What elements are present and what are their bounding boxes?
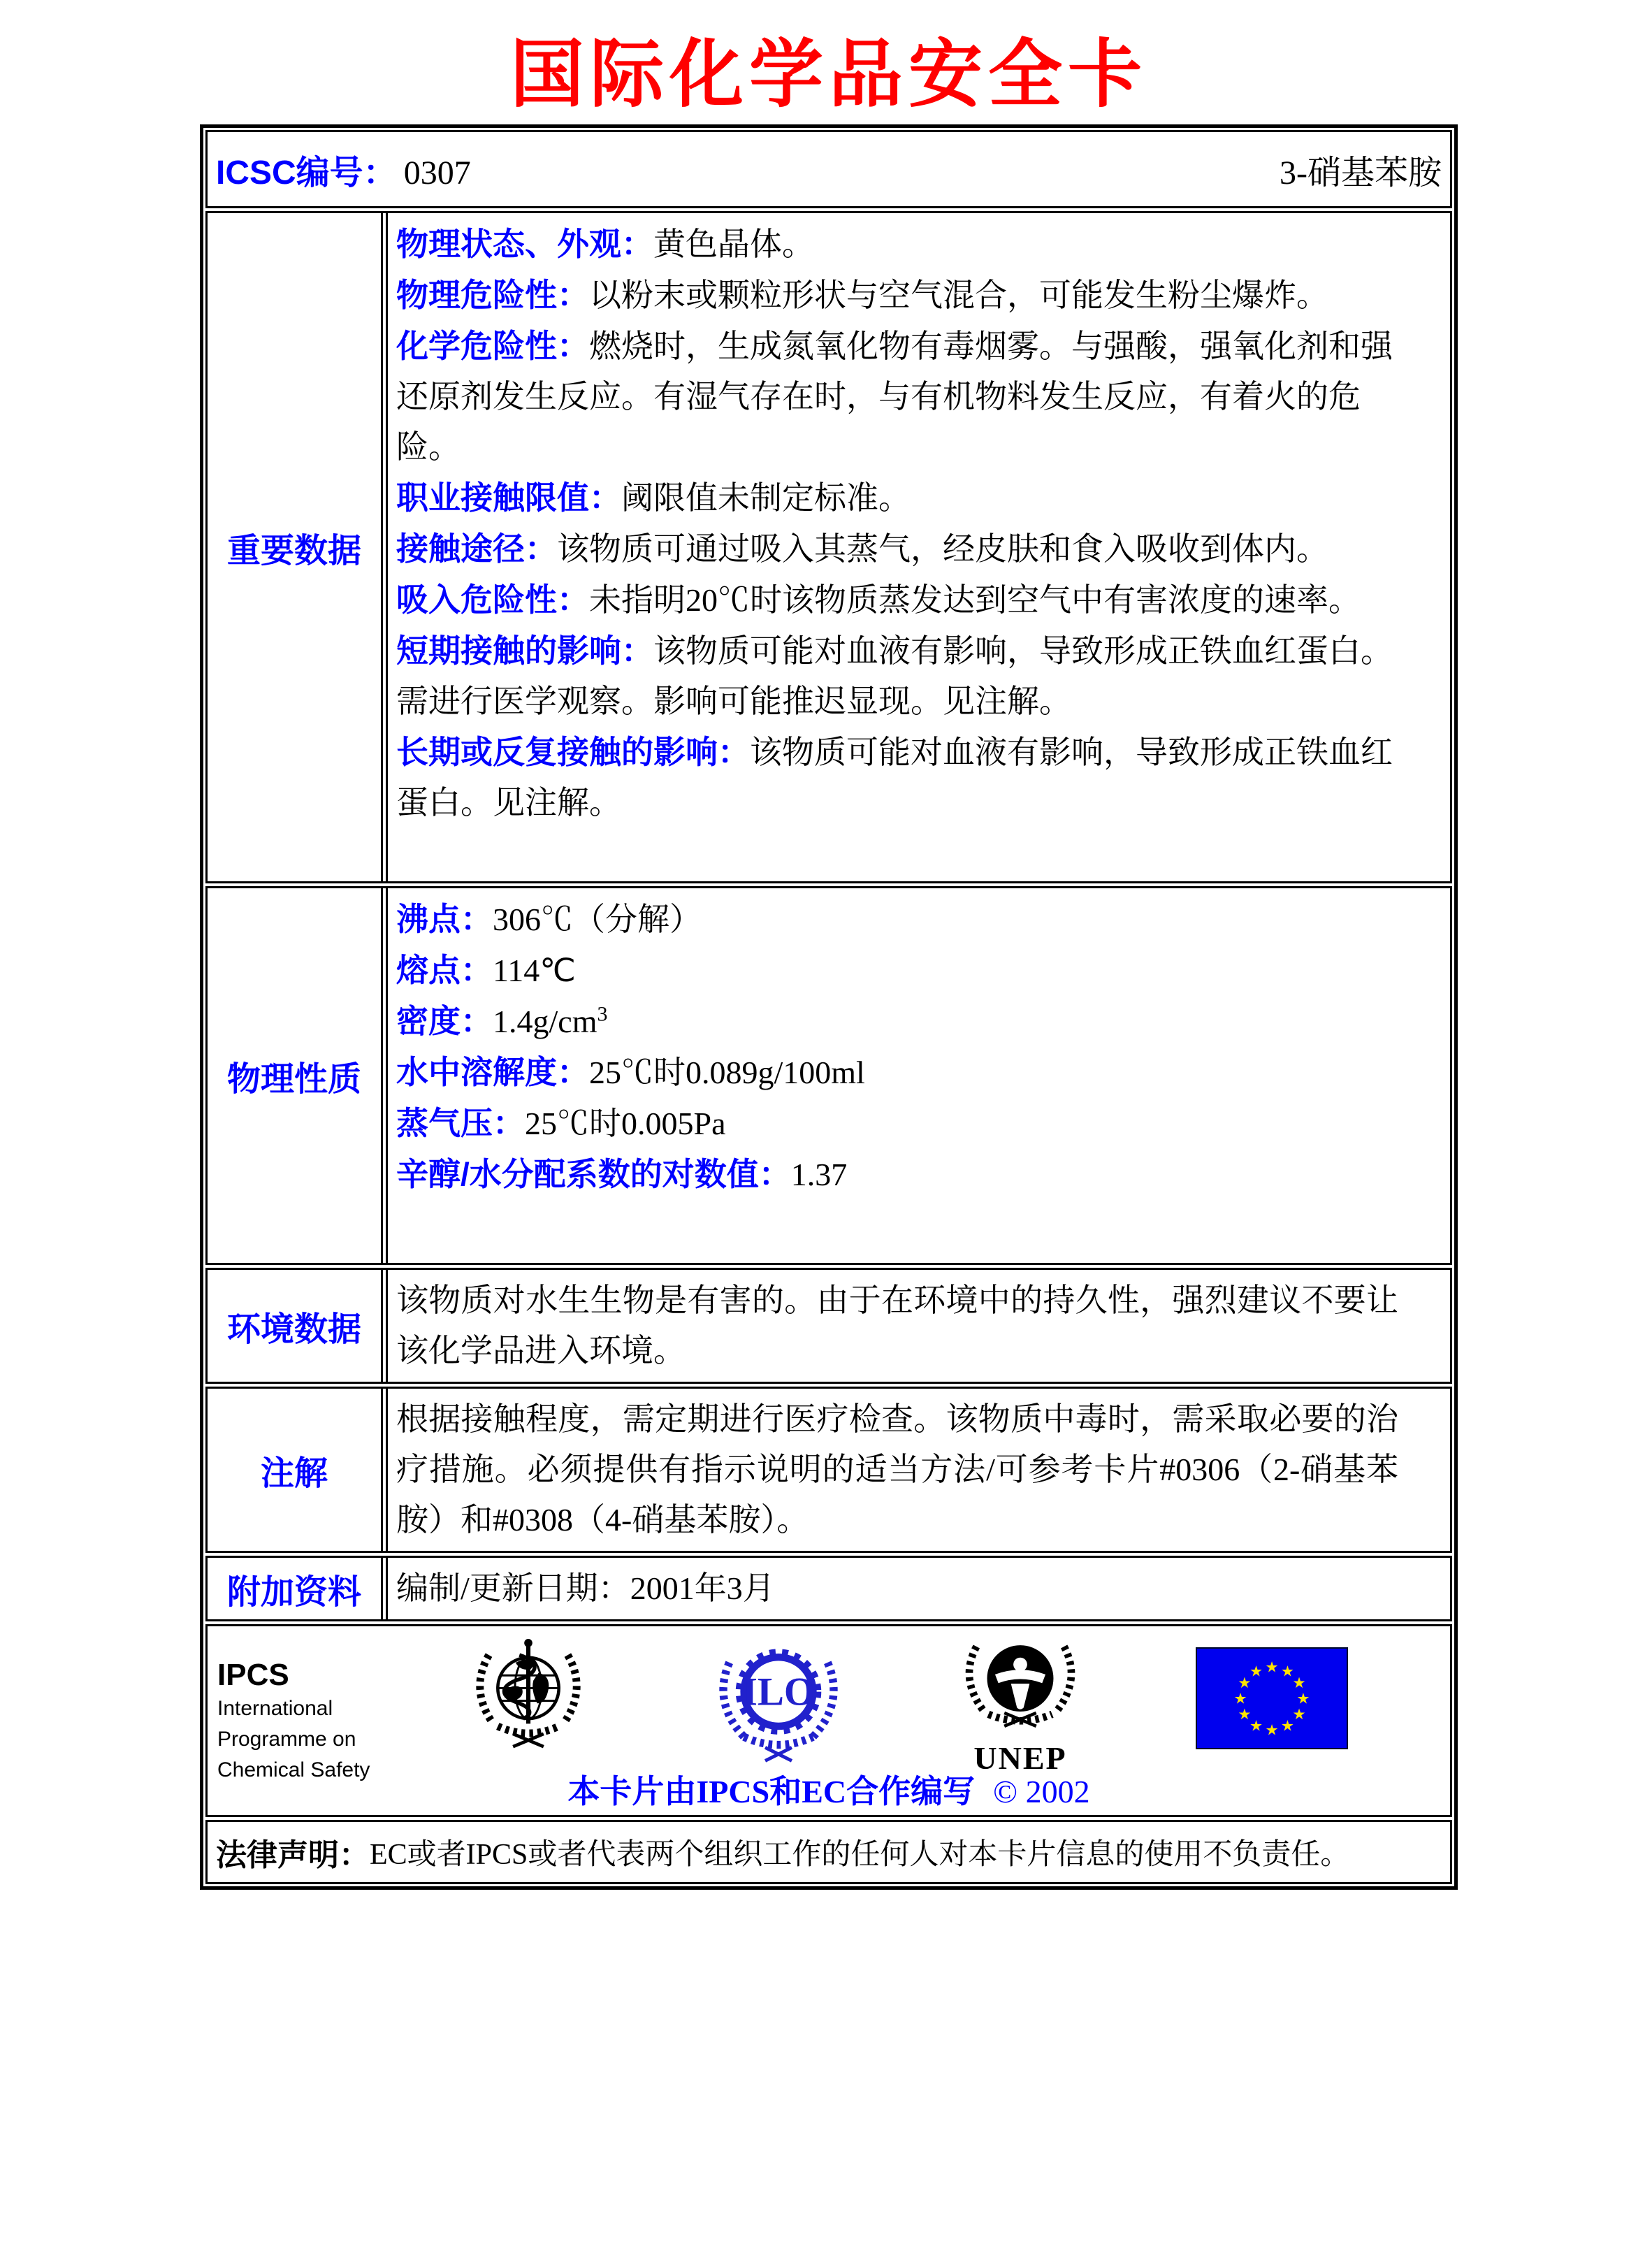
svg-text:★: ★ (1292, 1706, 1306, 1724)
unep-logo-icon (954, 1633, 1087, 1775)
icsc-number-group (216, 145, 471, 194)
section-physical-properties (205, 886, 1452, 1265)
notes-text: 根据接触程度，需定期进行医疗检查。该物质中毒时，需采取必要的治疗措施。必须提供有指示说明的适当方法/可参考卡片#0306（2-硝基苯胺）和#0308（4-硝基苯胺）。 (396, 1401, 1398, 1538)
physical-properties-label-text: 物理性质 (226, 1060, 361, 1098)
svg-text:★: ★ (1249, 1717, 1263, 1735)
field-label: 水中溶解度： (396, 1054, 589, 1090)
field-value: 306℃（分解） (493, 902, 702, 937)
physical-properties-label (208, 888, 383, 1263)
header-row (205, 130, 1452, 208)
svg-text:ILO: ILO (741, 1670, 816, 1714)
important-data-label-text: 重要数据 (226, 532, 361, 570)
field-value: 该物质可能对血液有影响，导致形成正铁血红蛋白。见注解。 (396, 735, 1393, 820)
svg-text:★: ★ (1296, 1690, 1310, 1708)
field-label: 职业接触限值： (396, 479, 621, 516)
field-exposure-routes (396, 523, 1398, 574)
svg-text:★: ★ (1233, 1690, 1247, 1708)
field-partition-coefficient (396, 1149, 1440, 1200)
section-legal-notice (205, 1820, 1452, 1884)
field-label: 物理危险性： (396, 277, 589, 313)
field-melting-point (396, 945, 1440, 996)
svg-text:★: ★ (1238, 1675, 1252, 1693)
important-data-content (386, 213, 1450, 881)
field-inhalation-risk (396, 574, 1398, 625)
field-label: 密度： (396, 1003, 493, 1039)
field-value: 该物质可能对血液有影响，导致形成正铁血红蛋白。需进行医学观察。影响可能推迟显现。见注解。 (396, 633, 1393, 719)
ipcs-subtitle-line: Chemical Safety (217, 1758, 370, 1781)
field-long-term-effects (396, 727, 1398, 828)
unep-label: UNEP (973, 1740, 1067, 1776)
field-label: 长期或反复接触的影响： (396, 734, 750, 770)
svg-text:★: ★ (1280, 1717, 1295, 1735)
field-value: 该物质可通过吸入其蒸气，经皮肤和食入吸收到体内。 (557, 531, 1328, 567)
field-value: 114℃ (493, 953, 576, 988)
field-label: 蒸气压： (396, 1105, 525, 1141)
field-physical-state (396, 219, 1398, 270)
notes-label-text: 注解 (260, 1454, 328, 1492)
environmental-data-content (386, 1270, 1450, 1382)
field-exposure-limit (396, 472, 1398, 523)
field-value: 25℃时0.005Pa (525, 1106, 726, 1141)
section-notes (205, 1387, 1452, 1553)
environmental-data-label (208, 1270, 383, 1382)
field-chemical-hazard (396, 321, 1398, 472)
chemical-name: 3-硝基苯胺 (1280, 154, 1442, 191)
field-value: 以粉末或颗粒形状与空气混合，可能发生粉尘爆炸。 (589, 277, 1328, 313)
field-label: 短期接触的影响： (396, 632, 653, 669)
caption-text: 本卡片由IPCS和EC合作编写 (567, 1774, 976, 1809)
field-value: 黄色晶体。 (653, 226, 814, 262)
field-value: 1.37 (790, 1157, 848, 1192)
field-label: 接触途径： (396, 530, 557, 567)
icsc-card (200, 124, 1458, 1890)
svg-text:★: ★ (1238, 1706, 1252, 1724)
field-value: 1.4g/cm (493, 1004, 597, 1039)
field-label: 辛醇/水分配系数的对数值： (396, 1156, 791, 1192)
field-value: 阈限值未制定标准。 (621, 480, 911, 516)
additional-info-content (386, 1558, 1450, 1619)
svg-text:★: ★ (1265, 1721, 1279, 1740)
notes-label (208, 1389, 383, 1551)
section-additional-info (205, 1556, 1452, 1621)
field-label: 化学危险性： (396, 328, 589, 364)
legal-notice-text: EC或者IPCS或者代表两个组织工作的任何人对本卡片信息的使用不负责任。 (370, 1839, 1350, 1871)
notes-content (386, 1389, 1450, 1551)
field-physical-hazard (396, 270, 1398, 321)
copyright-text: © 2002 (993, 1774, 1090, 1809)
legal-notice-label: 法律声明： (216, 1838, 370, 1872)
who-logo-icon (465, 1633, 592, 1767)
ilo-logo-icon (712, 1632, 845, 1771)
field-value: 未指明20℃时该物质蒸发达到空气中有害浓度的速率。 (589, 582, 1361, 618)
field-value: 25℃时0.089g/100ml (589, 1055, 865, 1090)
ipcs-title: IPCS (217, 1658, 289, 1692)
field-water-solubility (396, 1047, 1440, 1098)
icsc-number-label: ICSC编号： (216, 154, 397, 191)
environmental-data-label-text: 环境数据 (226, 1310, 361, 1348)
field-boiling-point (396, 894, 1440, 945)
update-date-text: 编制/更新日期：2001年3月 (396, 1570, 775, 1606)
physical-properties-content (386, 888, 1450, 1263)
section-environmental-data (205, 1268, 1452, 1384)
field-value-superscript: 3 (597, 1002, 608, 1026)
field-label: 熔点： (396, 952, 493, 988)
additional-info-label (208, 1558, 383, 1619)
important-data-label (208, 213, 383, 881)
environmental-data-text: 该物质对水生生物是有害的。由于在环境中的持久性，强烈建议不要让该化学品进入环境。 (396, 1282, 1398, 1368)
svg-text:★: ★ (1292, 1675, 1306, 1693)
cooperation-caption (208, 1766, 1450, 1812)
section-logos (205, 1624, 1452, 1817)
svg-text:★: ★ (1249, 1663, 1263, 1681)
section-important-data (205, 211, 1452, 883)
field-short-term-effects (396, 625, 1398, 727)
svg-text:★: ★ (1280, 1663, 1295, 1681)
field-vapor-pressure (396, 1098, 1440, 1149)
field-label: 沸点： (396, 901, 493, 937)
additional-info-label-text: 附加资料 (226, 1573, 361, 1611)
svg-text:★: ★ (1265, 1658, 1279, 1677)
ipcs-subtitle-line: Programme on (217, 1728, 356, 1751)
field-density (396, 996, 1440, 1047)
icsc-number-value: 0307 (403, 154, 471, 191)
ipcs-subtitle-line: International (217, 1697, 333, 1720)
eu-flag-icon (1196, 1647, 1348, 1749)
field-value: 燃烧时，生成氮氧化物有毒烟雾。与强酸，强氧化剂和强还原剂发生反应。有湿气存在时，与有机物料发生反应，有着火的危险。 (396, 328, 1393, 465)
field-label: 吸入危险性： (396, 581, 589, 618)
page-title: 国际化学品安全卡 (510, 34, 1147, 116)
field-label: 物理状态、外观： (396, 226, 653, 262)
